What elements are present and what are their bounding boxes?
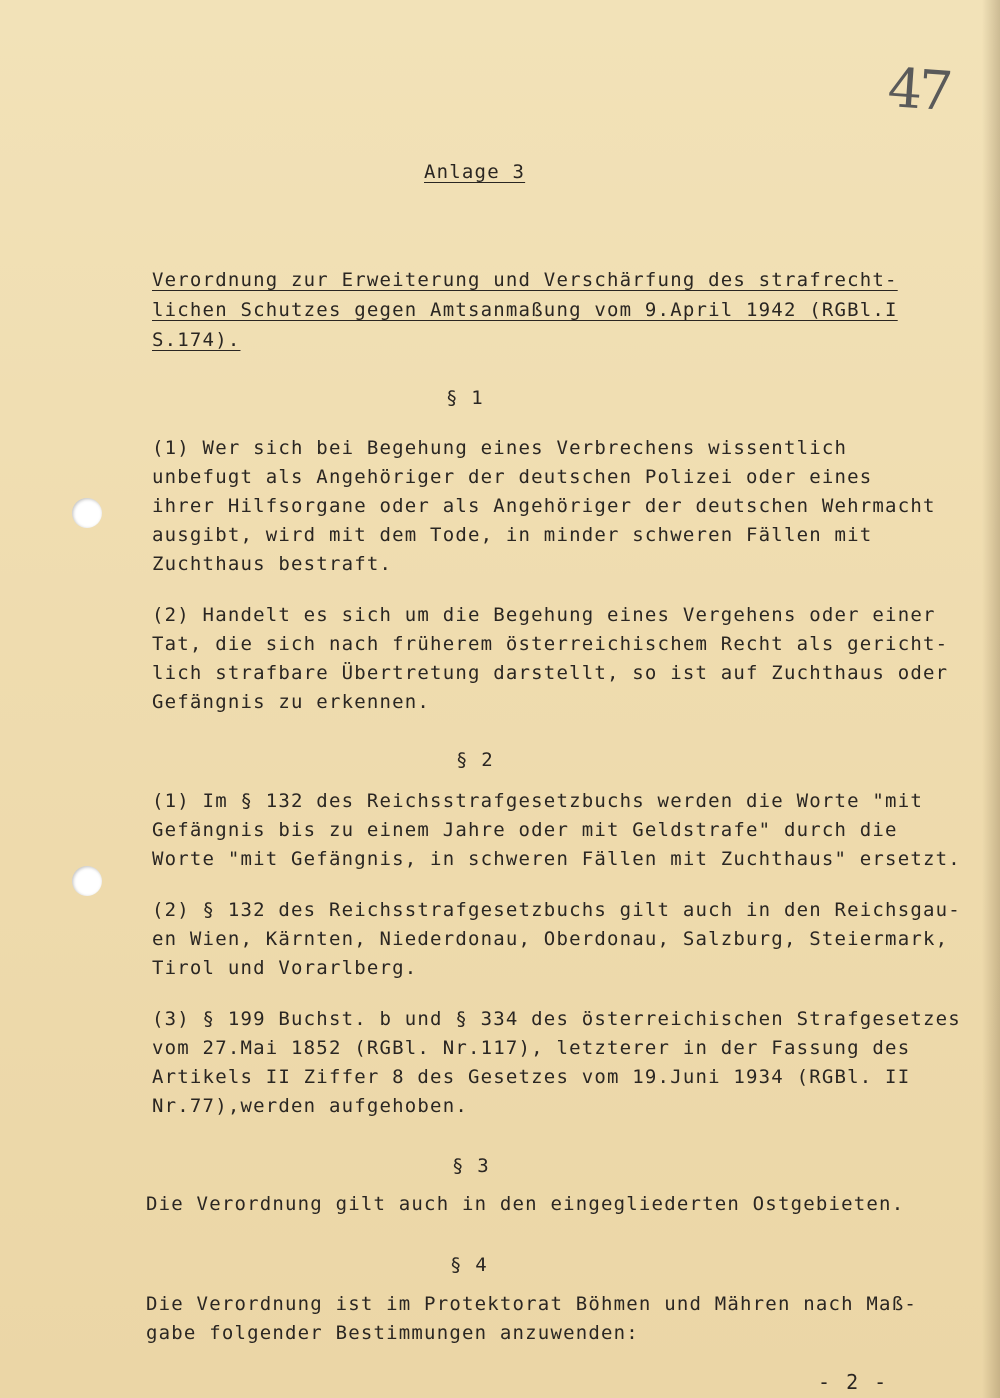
section-1-para-2-line-2: Tat, die sich nach früherem österreichischem Recht als gericht-	[152, 633, 949, 655]
section-2-para-3-line-1: (3) § 199 Buchst. b und § 334 des österreichischen Strafgesetzes	[152, 1008, 961, 1030]
section-2-para-2-line-2: en Wien, Kärnten, Niederdonau, Oberdonau, Salzburg, Steiermark,	[152, 928, 949, 950]
section-1-para-1-line-2: unbefugt als Angehöriger der deutschen Polizei oder eines	[152, 466, 873, 488]
title-line-2: lichen Schutzes gegen Amtsanmaßung vom 9.April 1942 (RGBl.I	[152, 299, 898, 321]
section-2-para-3-line-4: Nr.77),werden aufgehoben.	[152, 1095, 468, 1117]
title-line-1: Verordnung zur Erweiterung und Verschärfung des strafrecht-	[152, 269, 898, 291]
section-1-para-1-line-3: ihrer Hilfsorgane oder als Angehöriger der deutschen Wehrmacht	[152, 495, 936, 517]
section-4-para-1-line-2: gabe folgender Bestimmungen anzuwenden:	[146, 1322, 639, 1344]
punch-hole-bottom	[72, 866, 102, 896]
section-2-para-1-line-1: (1) Im § 132 des Reichsstrafgesetzbuchs werden die Worte "mit	[152, 790, 923, 812]
page-edge-shadow	[982, 0, 1000, 1398]
section-2-para-1-line-2: Gefängnis bis zu einem Jahre oder mit Geldstrafe" durch die	[152, 819, 898, 841]
section-1-heading: § 1	[446, 387, 484, 409]
section-1-para-2-line-1: (2) Handelt es sich um die Begehung eines Vergehens oder einer	[152, 604, 936, 626]
section-2-heading: § 2	[456, 749, 494, 771]
punch-hole-top	[72, 498, 102, 528]
annex-label: Anlage 3	[424, 161, 526, 183]
section-4-para-1-line-1: Die Verordnung ist im Protektorat Böhmen und Mähren nach Maß-	[146, 1293, 917, 1315]
section-3-heading: § 3	[452, 1155, 490, 1177]
section-1-para-2-line-4: Gefängnis zu erkennen.	[152, 691, 431, 713]
section-1-para-1-line-4: ausgibt, wird mit dem Tode, in minder schweren Fällen mit	[152, 524, 873, 546]
section-2-para-3-line-3: Artikels II Ziffer 8 des Gesetzes vom 19.Juni 1934 (RGBl. II	[152, 1066, 911, 1088]
section-1-para-1-line-1: (1) Wer sich bei Begehung eines Verbrechens wissentlich	[152, 437, 848, 459]
section-2-para-2-line-1: (2) § 132 des Reichsstrafgesetzbuchs gilt auch in den Reichsgau-	[152, 899, 961, 921]
handwritten-page-number: 47	[885, 55, 951, 124]
title-line-3: S.174).	[152, 329, 241, 351]
section-2-para-2-line-3: Tirol und Vorarlberg.	[152, 957, 418, 979]
section-1-para-1-line-5: Zuchthaus bestraft.	[152, 553, 393, 575]
section-1-para-2-line-3: lich strafbare Übertretung darstellt, so ist auf Zuchthaus oder	[152, 662, 949, 684]
section-3-para-1-line-1: Die Verordnung gilt auch in den eingegliederten Ostgebieten.	[146, 1193, 905, 1215]
section-4-heading: § 4	[450, 1254, 488, 1276]
page-number: - 2 -	[818, 1370, 889, 1394]
section-2-para-1-line-3: Worte "mit Gefängnis, in schweren Fällen mit Zuchthaus" ersetzt.	[152, 848, 961, 870]
section-2-para-3-line-2: vom 27.Mai 1852 (RGBl. Nr.117), letzterer in der Fassung des	[152, 1037, 911, 1059]
